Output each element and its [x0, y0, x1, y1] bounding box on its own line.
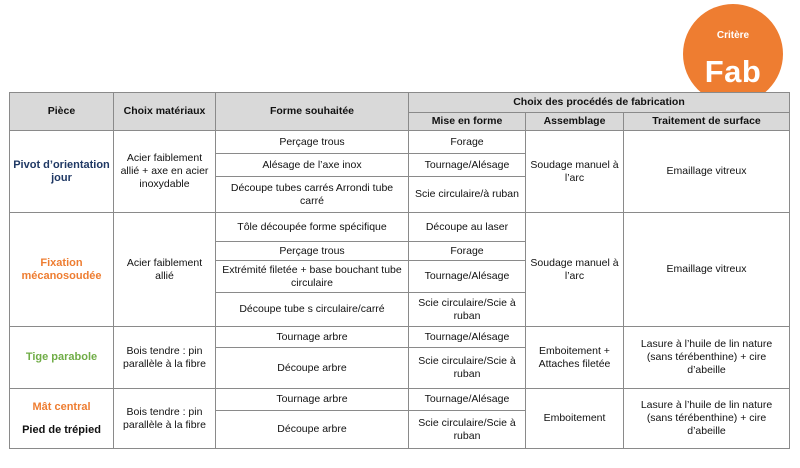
forme-cell: Découpe tube s circulaire/carré	[216, 293, 409, 327]
traitement-cell: Lasure à l’huile de lin nature (sans térébenthine) + cire d’abeille	[624, 389, 790, 449]
materiau-cell: Bois tendre : pin parallèle à la fibre	[114, 389, 216, 449]
assemblage-cell: Emboitement + Attaches filetée	[526, 327, 624, 389]
header-assemblage: Assemblage	[526, 113, 624, 131]
header-piece: Pièce	[10, 93, 114, 131]
mise-cell: Découpe au laser	[409, 213, 526, 242]
traitement-cell: Lasure à l’huile de lin nature (sans térébenthine) + cire d’abeille	[624, 327, 790, 389]
forme-cell: Tôle découpée forme spécifique	[216, 213, 409, 242]
table-row	[10, 131, 790, 154]
mise-cell: Forage	[409, 242, 526, 261]
header-traitement: Traitement de surface	[624, 113, 790, 131]
piece-cell: Tige parabole	[10, 327, 114, 389]
forme-cell: Tournage arbre	[216, 327, 409, 348]
materiau-cell: Bois tendre : pin parallèle à la fibre	[114, 327, 216, 389]
badge-label: Critère	[716, 30, 750, 41]
assemblage-cell: Soudage manuel à l’arc	[526, 131, 624, 213]
table-row	[10, 327, 790, 348]
fabrication-table	[9, 92, 790, 449]
header-forme: Forme souhaitée	[216, 93, 409, 131]
header-procedes: Choix des procédés de fabrication	[409, 93, 790, 113]
mise-cell: Tournage/Alésage	[409, 389, 526, 411]
mise-cell: Tournage/Alésage	[409, 261, 526, 293]
mise-cell: Forage	[409, 131, 526, 154]
mise-cell: Scie circulaire/Scie à ruban	[409, 293, 526, 327]
materiau-cell: Acier faiblement allié + axe en acier inoxydable	[114, 131, 216, 213]
forme-cell: Extrémité filetée + base bouchant tube circulaire	[216, 261, 409, 293]
forme-cell: Découpe arbre	[216, 348, 409, 389]
badge-title: Fab	[704, 54, 762, 89]
materiau-cell: Acier faiblement allié	[114, 213, 216, 327]
forme-cell: Perçage trous	[216, 242, 409, 261]
piece-name-secondary: Pied de trépied	[22, 423, 101, 436]
traitement-cell: Emaillage vitreux	[624, 213, 790, 327]
forme-cell: Découpe tubes carrés Arrondi tube carré	[216, 177, 409, 213]
mise-cell: Scie circulaire/Scie à ruban	[409, 348, 526, 389]
forme-cell: Alésage de l’axe inox	[216, 154, 409, 177]
header-mise-en-forme: Mise en forme	[409, 113, 526, 131]
mise-cell: Scie circulaire/Scie à ruban	[409, 411, 526, 449]
piece-cell	[10, 389, 114, 449]
forme-cell: Découpe arbre	[216, 411, 409, 449]
assemblage-cell: Soudage manuel à l’arc	[526, 213, 624, 327]
piece-cell: Fixation mécanosoudée	[10, 213, 114, 327]
mise-cell: Tournage/Alésage	[409, 327, 526, 348]
table-row	[10, 213, 790, 242]
assemblage-cell: Emboitement	[526, 389, 624, 449]
traitement-cell: Emaillage vitreux	[624, 131, 790, 213]
piece-name: Mât central	[32, 400, 91, 413]
critere-badge	[683, 4, 783, 104]
mise-cell: Tournage/Alésage	[409, 154, 526, 177]
header-materiaux: Choix matériaux	[114, 93, 216, 131]
table-row	[10, 389, 790, 411]
piece-cell: Pivot d’orientation jour	[10, 131, 114, 213]
mise-cell: Scie circulaire/à ruban	[409, 177, 526, 213]
forme-cell: Perçage trous	[216, 131, 409, 154]
forme-cell: Tournage arbre	[216, 389, 409, 411]
